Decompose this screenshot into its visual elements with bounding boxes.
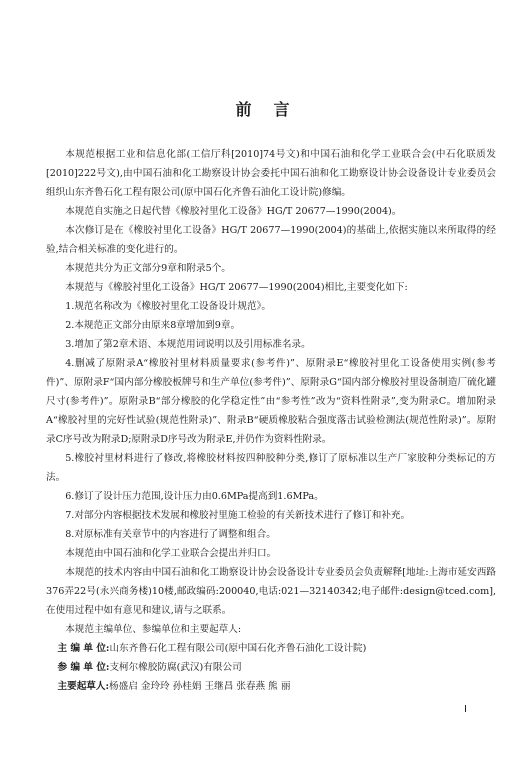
change-item-6: 6.修订了设计压力范围,设计压力由0.6MPa提高到1.6MPa。 xyxy=(65,491,324,502)
title-char-right: 言 xyxy=(273,100,290,119)
preface-body xyxy=(46,145,496,696)
change-item-8: 8.对原标准有关章节中的内容进行了调整和组合。 xyxy=(65,529,276,540)
paragraph-basis: 本规范根据工业和信息化部(工信厅科[2010]74号文)和中国石油和化学工业联合会(中石化联质发[2010]222号文),由中国石油和化工勘察设计协会委托中国石油和化工勘察设计协会设备设计专业委员会组织山东齐鲁石化工程有限公司(原中国石化齐鲁石油化工设计院)修编。 xyxy=(46,149,496,198)
page-title xyxy=(0,97,525,120)
title-char-left: 前 xyxy=(235,100,252,119)
paragraph-replaces: 本规范自实施之日起代替《橡胶衬里化工设备》HG/T 20677—1990(2004)。 xyxy=(65,206,402,217)
change-item-5: 5.橡胶衬里材料进行了修改,将橡胶材料按四种胶种分类,修订了原标准以生产厂家胶种分类标记的方法。 xyxy=(46,453,496,483)
paragraph-units-intro: 本规范主编单位、参编单位和主要起草人: xyxy=(65,624,242,635)
co-unit-label: 参 编 单 位: xyxy=(57,662,110,673)
chief-unit-value: 山东齐鲁石化工程有限公司(原中国石化齐鲁石油化工设计院) xyxy=(109,643,367,654)
change-item-4: 4.删减了原附录A“橡胶衬里材料质量要求(参考件)”、原附录E“橡胶衬里化工设备使用实例(参考件)”、原附录F“国内部分橡胶板牌号和生产单位(参考件)”、原附录G“国内部分橡胶衬里设备制造厂硫化罐尺寸(参考件)”。原附录B“部分橡胶的化学稳定性”由“参考性”改为“资料性附录”,变为附录C。增加附录A“橡胶衬里的完好性试验(规范性附录)”、附录B“硬质橡胶粘合强度落击试验检测法(规范性附录)”。原附录C序号改为附录D;原附录D序号改为附录E,并仍作为资料性附录。 xyxy=(46,358,496,445)
paragraph-revision: 本次修订是在《橡胶衬里化工设备》HG/T 20677—1990(2004)的基础上,依据实施以来所取得的经验,结合相关标准的变化进行的。 xyxy=(46,225,496,255)
drafters-line xyxy=(46,677,496,696)
change-item-1: 1.规范名称改为《橡胶衬里化工设备设计规范》。 xyxy=(65,301,272,312)
drafters-value: 杨盛启 金玲玲 孙桂娟 王继昌 张春燕 熊 丽 xyxy=(109,681,291,692)
paragraph-structure: 本规范共分为正文部分9章和附录5个。 xyxy=(65,263,231,274)
change-item-7: 7.对部分内容根据技术发展和橡胶衬里施工检验的有关新技术进行了修订和补充。 xyxy=(65,510,411,521)
change-item-2: 2.本规范正文部分由原来8章增加到9章。 xyxy=(65,320,241,331)
chief-unit-label: 主 编 单 位: xyxy=(57,643,110,654)
co-unit-line xyxy=(46,658,496,677)
co-unit-value: 支柯尔橡胶防腐(武汉)有限公司 xyxy=(109,662,242,673)
chief-unit-line xyxy=(46,639,496,658)
paragraph-changes-intro: 本规范与《橡胶衬里化工设备》HG/T 20677—1990(2004)相比,主要变化如下: xyxy=(65,282,408,293)
page-number: I xyxy=(464,704,467,715)
paragraph-interpretation: 本规范的技术内容由中国石油和化工勘察设计协会设备设计专业委员会负责解释[地址:上海市延安西路376弄22号(永兴商务楼)10楼,邮政编码:200040,电话:021—32140342;电子邮件:design@tced.com],在使用过程中如有意见和建议,请与之联系。 xyxy=(46,567,496,616)
drafters-label: 主要起草人: xyxy=(57,681,110,692)
paragraph-proposer: 本规范由中国石油和化学工业联合会提出并归口。 xyxy=(65,548,277,559)
change-item-3: 3.增加了第2章术语、本规范用词说明以及引用标准名录。 xyxy=(65,339,311,350)
